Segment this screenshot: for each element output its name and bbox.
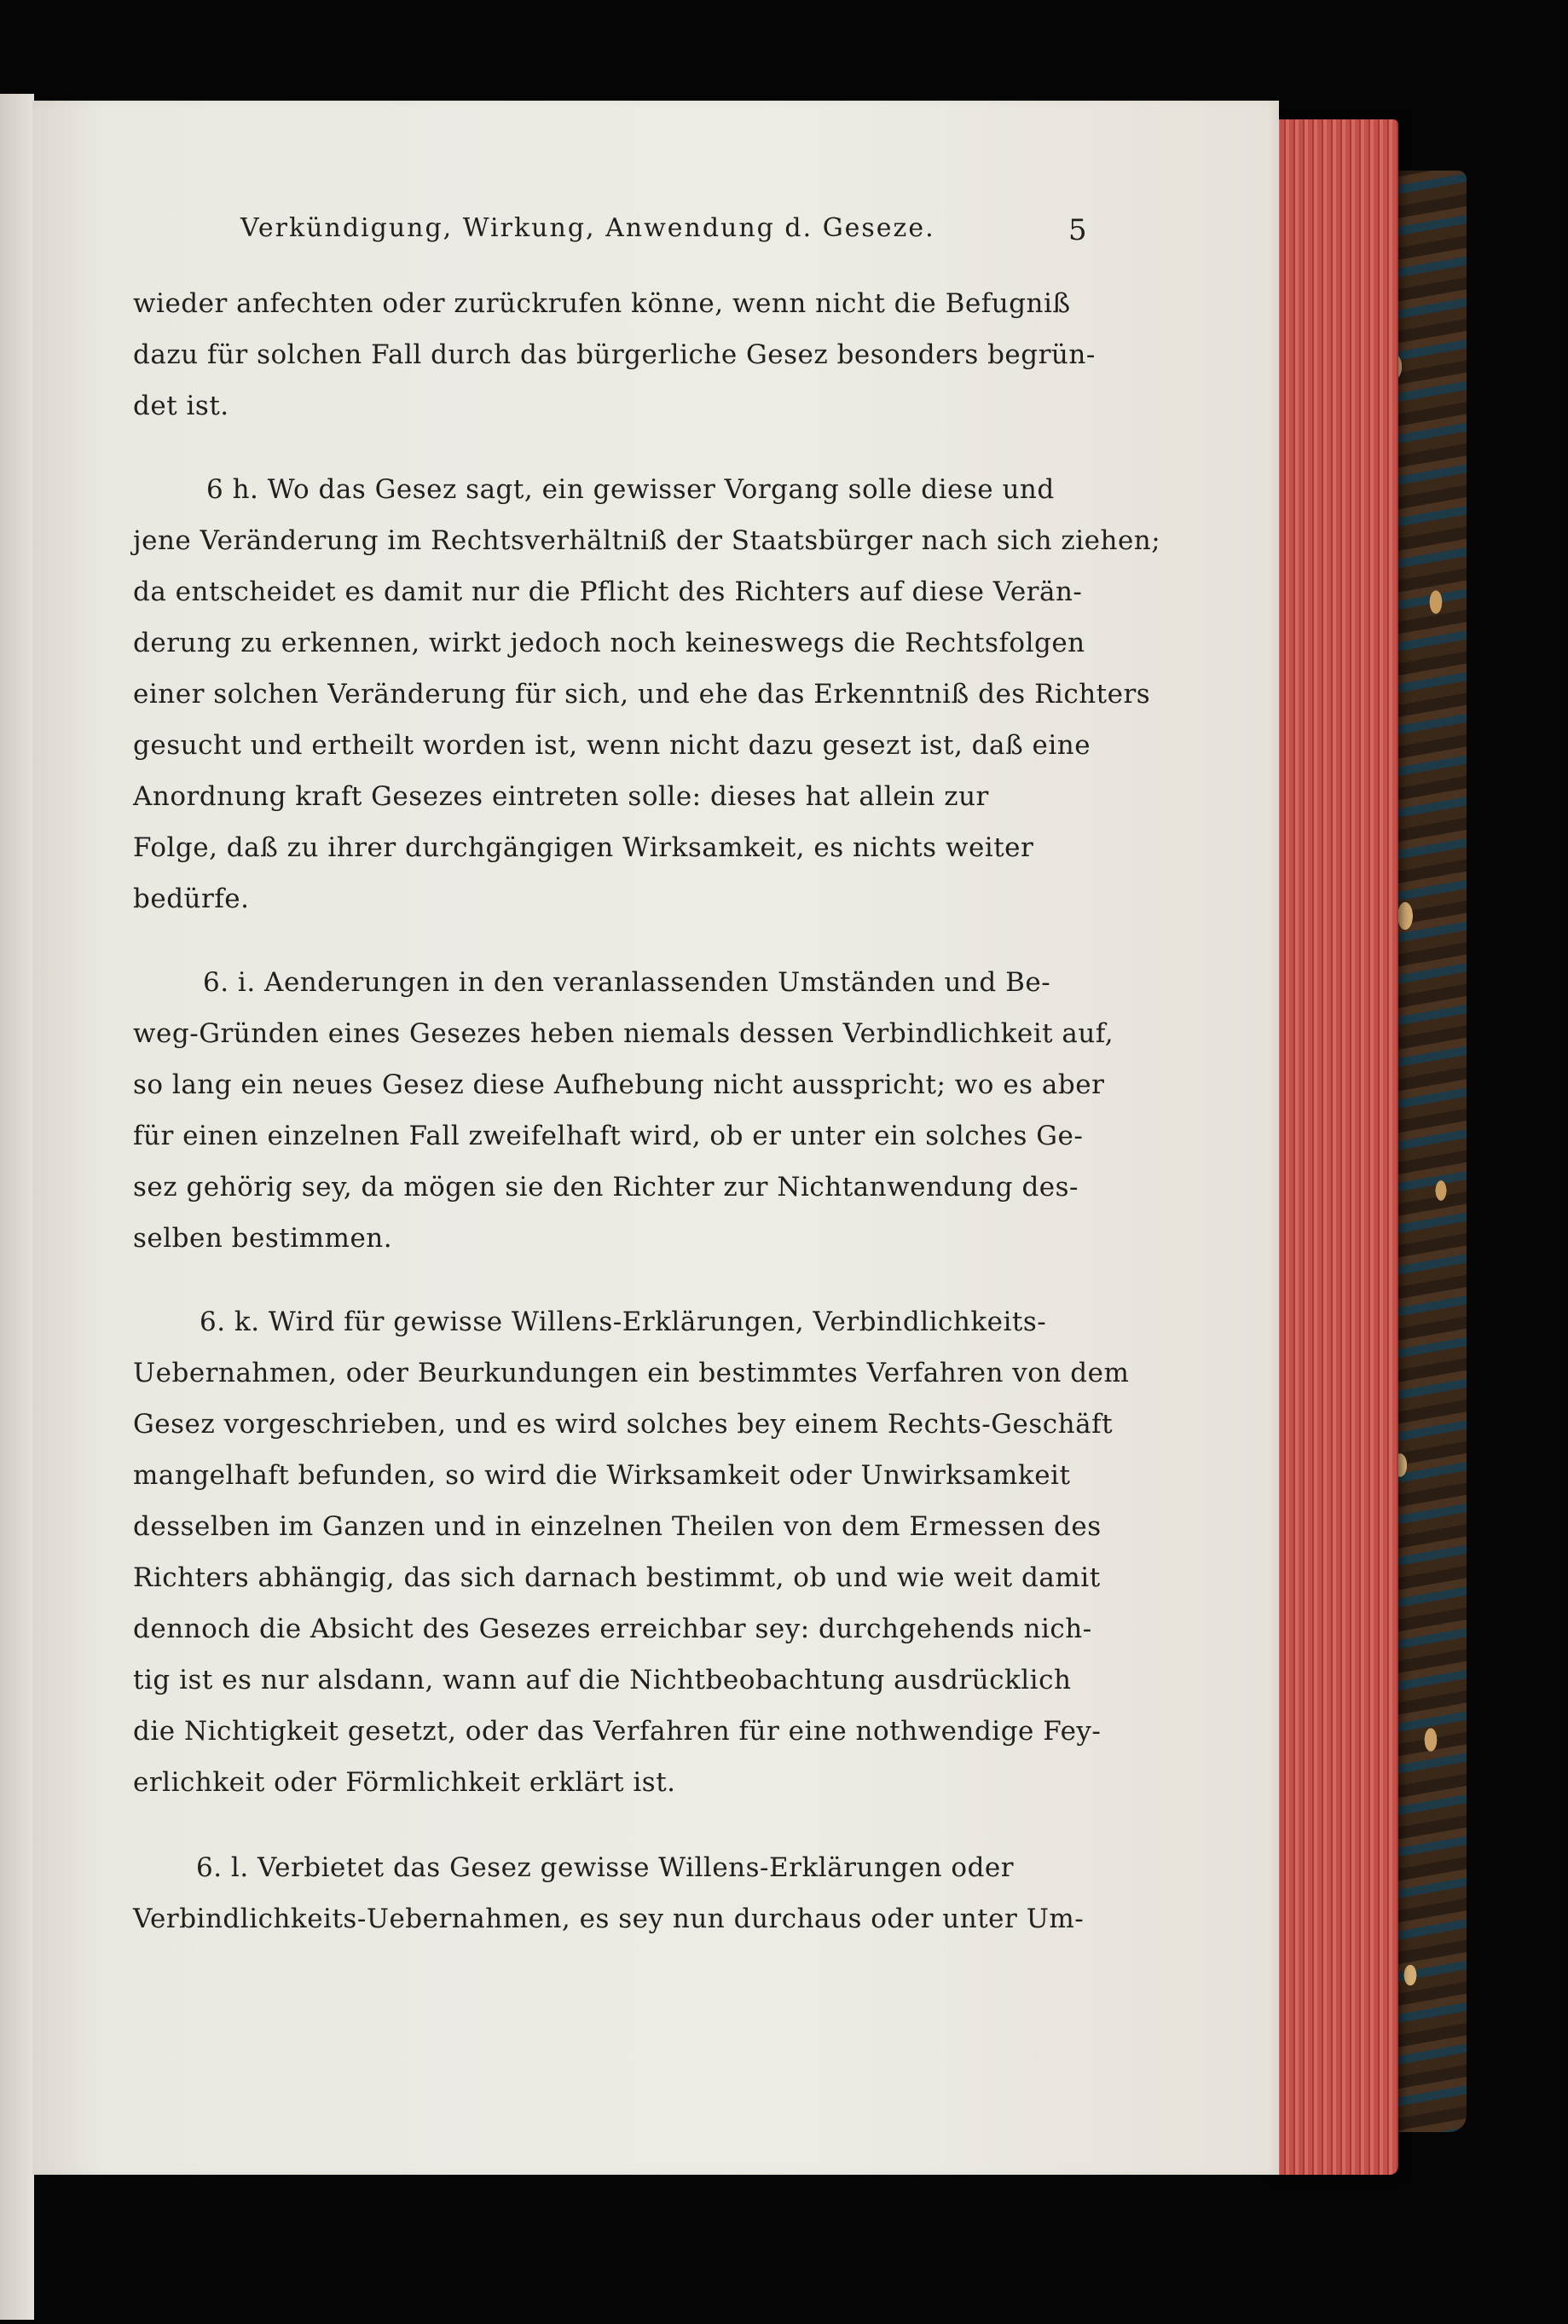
paragraph-start: 6. i. Aenderungen in den veranlassenden Umständen und Be- (203, 967, 1051, 998)
text-line: selben bestimmen. (133, 1223, 393, 1254)
text-line: mangelhaft befunden, so wird die Wirksamkeit oder Unwirksamkeit (133, 1460, 1071, 1491)
text-line: für einen einzelnen Fall zweifelhaft wird, ob er unter ein solches Ge- (133, 1121, 1084, 1151)
text-line: Richters abhängig, das sich darnach bestimmt, ob und wie weit damit (133, 1562, 1101, 1593)
red-page-edges (1270, 119, 1398, 2175)
text-line: gesucht und ertheilt worden ist, wenn nicht dazu gesezt ist, daß eine (133, 730, 1091, 761)
text-line: die Nichtigkeit gesetzt, oder das Verfahren für eine nothwendige Fey- (133, 1716, 1102, 1747)
text-line: dennoch die Absicht des Gesezes erreichbar sey: durchgehends nich- (133, 1614, 1092, 1644)
previous-page-edge (0, 94, 34, 2320)
text-line: Folge, daß zu ihrer durchgängigen Wirksamkeit, es nichts weiter (133, 832, 1034, 863)
text-line: sez gehörig sey, da mögen sie den Richter zur Nichtanwendung des- (133, 1172, 1079, 1203)
text-line: bedürfe. (133, 884, 250, 914)
text-line: Anordnung kraft Gesezes eintreten solle: dieses hat allein zur (133, 781, 989, 812)
text-line: dazu für solchen Fall durch das bürgerliche Gesez besonders begrün- (133, 339, 1096, 370)
text-line: derung zu erkennen, wirkt jedoch noch keineswegs die Rechtsfolgen (133, 628, 1085, 658)
text-line: Gesez vorgeschrieben, und es wird solches bey einem Rechts-Geschäft (133, 1409, 1114, 1440)
text-line: det ist. (133, 391, 229, 421)
text-line: wieder anfechten oder zurückrufen könne, wenn nicht die Befugniß (133, 288, 1071, 319)
text-line: da entscheidet es damit nur die Pflicht des Richters auf diese Verän- (133, 577, 1083, 607)
page-number: 5 (1068, 213, 1087, 247)
text-line: weg-Gründen eines Gesezes heben niemals dessen Verbindlichkeit auf, (133, 1018, 1114, 1049)
text-line: so lang ein neues Gesez diese Aufhebung nicht ausspricht; wo es aber (133, 1069, 1105, 1100)
text-line: einer solchen Veränderung für sich, und ehe das Erkenntniß des Richters (133, 679, 1151, 710)
paragraph-start: 6 h. Wo das Gesez sagt, ein gewisser Vorgang solle diese und (206, 474, 1055, 505)
paragraph-start: 6. l. Verbietet das Gesez gewisse Willens-Erklärungen oder (196, 1852, 1015, 1883)
text-line: tig ist es nur alsdann, wann auf die Nichtbeobachtung ausdrücklich (133, 1665, 1072, 1695)
text-line: Uebernahmen, oder Beurkundungen ein bestimmtes Verfahren von dem (133, 1358, 1130, 1388)
running-header: Verkündigung, Wirkung, Anwendung d. Geseze. (240, 213, 935, 243)
text-line: desselben im Ganzen und in einzelnen Theilen von dem Ermessen des (133, 1511, 1102, 1542)
text-line: jene Veränderung im Rechtsverhältniß der Staatsbürger nach sich ziehen; (133, 525, 1161, 556)
text-line: erlichkeit oder Förmlichkeit erklärt ist. (133, 1767, 676, 1798)
text-line: Verbindlichkeits-Uebernahmen, es sey nun durchaus oder unter Um- (133, 1904, 1085, 1934)
paragraph-start: 6. k. Wird für gewisse Willens-Erklärungen, Verbindlichkeits- (200, 1307, 1047, 1337)
